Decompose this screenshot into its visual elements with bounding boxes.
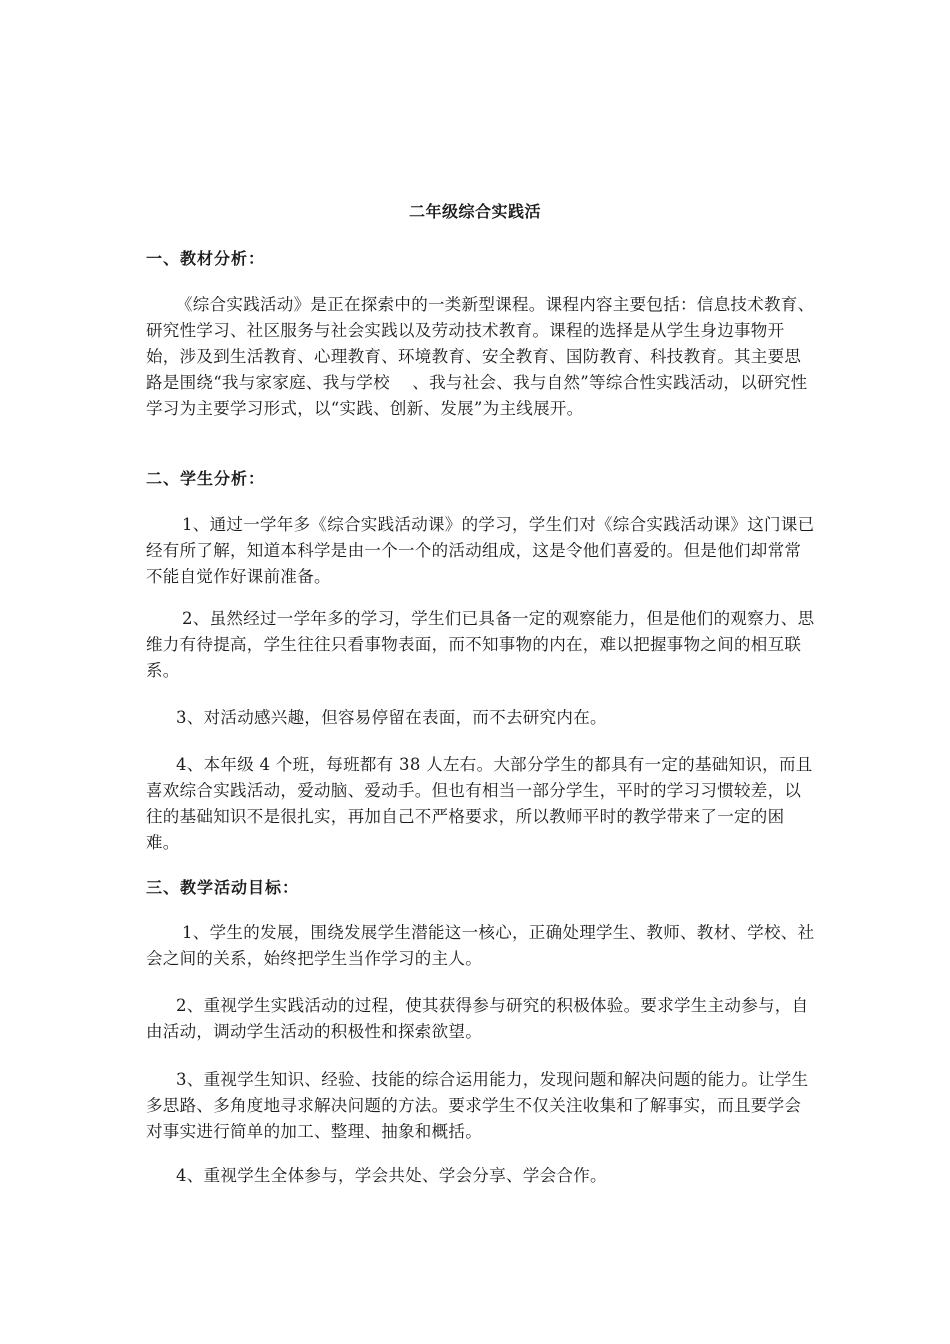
- paragraph-teaching-goals-1: [146, 920, 816, 972]
- paragraph-text: 3、重视学生知识、经验、技能的综合运用能力，发现问题和解决问题的能力。让学生多思路、多角度地寻求解决问题的方法。要求学生不仅关注收集和了解事实，而且要学会对事实进行简单的加工、整理、抽象和概括。: [146, 1070, 809, 1141]
- paragraph-text: 1、通过一学年多《综合实践活动课》的学习，学生们对《综合实践活动课》这门课已经有所了解，知道本科学是由一个一个的活动组成，这是令他们喜爱的。但是他们却常常不能自觉作好课前准备。: [146, 515, 815, 586]
- paragraph-student-analysis-3: [146, 705, 816, 731]
- paragraph-text: 3、对活动感兴趣，但容易停留在表面，而不去研究内在。: [176, 708, 607, 727]
- section-heading-textbook-analysis: 一、教材分析：: [146, 249, 266, 268]
- paragraph-student-analysis-4: [146, 752, 816, 856]
- paragraph-textbook-analysis: [146, 292, 816, 422]
- section-heading-student-analysis: 二、学生分析：: [146, 469, 266, 488]
- paragraph-teaching-goals-3: [146, 1067, 816, 1145]
- paragraph-text: 《综合实践活动》是正在探索中的一类新型课程。课程内容主要包括：信息技术教育、研究性学习、社区服务与社会实践以及劳动技术教育。课程的选择是从学生身边事物开始，涉及到生活教育、心理教育、环境教育、安全教育、国防教育、科技教育。其主要思路是围绕“我与家家庭、我与学校 、我与社会、我与自然”等综合性实践活动，以研究性学习为主要学习形式，以“实践、创新、发展”为主线展开。: [146, 295, 815, 418]
- paragraph-text: 4、本年级 4 个班，每班都有 38 人左右。大部分学生的都具有一定的基础知识，而且喜欢综合实践活动，爱动脑、爱动手。但也有相当一部分学生，平时的学习习惯较差，以往的基础知识不是很扎实，再加自己不严格要求，所以教师平时的教学带来了一定的困难。: [146, 755, 813, 852]
- section-heading-teaching-goals: 三、教学活动目标：: [146, 878, 300, 897]
- paragraph-teaching-goals-2: [146, 993, 816, 1045]
- paragraph-student-analysis-2: [146, 606, 816, 684]
- paragraph-student-analysis-1: [146, 512, 816, 590]
- paragraph-text: 2、重视学生实践活动的过程，使其获得参与研究的积极体验。要求学生主动参与，自由活动，调动学生活动的积极性和探索欲望。: [146, 996, 809, 1041]
- paragraph-teaching-goals-4: [146, 1163, 816, 1189]
- paragraph-text: 1、学生的发展，围绕发展学生潜能这一核心，正确处理学生、教师、教材、学校、社会之间的关系，始终把学生当作学习的主人。: [146, 923, 815, 968]
- document-title: 二年级综合实践活: [408, 202, 541, 221]
- paragraph-text: 2、虽然经过一学年多的学习，学生们已具备一定的观察能力，但是他们的观察力、思维力有待提高，学生往往只看事物表面，而不知事物的内在，难以把握事物之间的相互联系。: [146, 609, 815, 680]
- paragraph-text: 4、重视学生全体参与，学会共处、学会分享、学会合作。: [176, 1166, 607, 1185]
